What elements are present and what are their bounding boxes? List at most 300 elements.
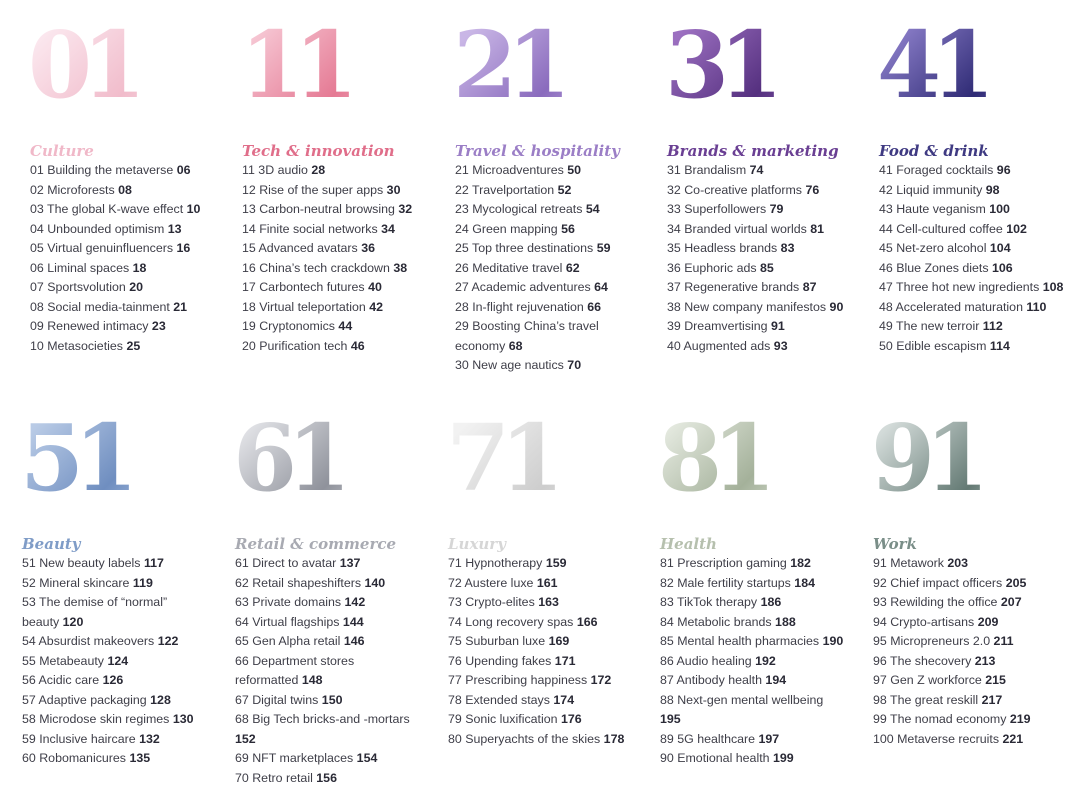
section-beauty: [20, 404, 197, 769]
page-number: 81: [810, 221, 825, 236]
page-number: 44: [338, 319, 353, 333]
trend-title: 82 Male fertility startups: [660, 575, 791, 590]
section-number: 21: [453, 22, 635, 108]
trend-item[interactable]: [448, 671, 643, 691]
trend-item[interactable]: [448, 691, 643, 711]
trend-title: 93 Rewilding the office: [873, 595, 998, 609]
trend-list: [873, 554, 1068, 749]
trend-item[interactable]: [22, 632, 197, 652]
page-number: 102: [1006, 221, 1027, 236]
trend-item[interactable]: [455, 259, 635, 279]
trend-title: 81 Prescription gaming: [660, 556, 787, 570]
section-brands: [665, 11, 852, 356]
trend-item[interactable]: [30, 298, 220, 318]
trend-item[interactable]: [667, 317, 852, 337]
category-title: Luxury: [448, 535, 506, 553]
trend-item[interactable]: [235, 554, 420, 574]
page-number: 197: [758, 731, 780, 746]
page-number: 195: [660, 712, 681, 726]
trend-title: 55 Metabeauty: [22, 653, 104, 668]
trend-title: 54 Absurdist makeovers: [22, 634, 155, 648]
trend-title: 25 Top three destinations: [455, 241, 594, 255]
page-number: 209: [977, 614, 999, 629]
section-travel: [453, 11, 635, 376]
page-number: 40: [368, 280, 382, 294]
trend-item[interactable]: [455, 161, 635, 181]
section-number: 61: [233, 415, 420, 501]
trend-title: 04 Unbounded optimism: [30, 221, 165, 236]
page-number: 205: [1005, 575, 1027, 590]
page-number: 74: [749, 163, 764, 177]
trend-item[interactable]: [242, 239, 432, 259]
trend-title: 29 Boosting China’s travel economy: [455, 319, 599, 353]
page-number: 152: [235, 731, 256, 746]
trend-title: 59 Inclusive haircare: [22, 731, 136, 746]
trend-item[interactable]: [242, 259, 432, 279]
trend-title: 05 Virtual genuinfluencers: [30, 241, 174, 255]
page-number: 192: [755, 653, 776, 668]
trend-item[interactable]: [667, 259, 852, 279]
page-number: 114: [989, 338, 1010, 353]
section-number: 71: [446, 415, 643, 501]
page-number: 42: [369, 299, 384, 314]
page-number: 93: [773, 338, 788, 353]
trend-title: 47 Three hot new ingredients: [879, 280, 1040, 294]
trend-item[interactable]: [448, 613, 643, 633]
trend-title: 02 Microforests: [30, 182, 115, 197]
trend-title: 88 Next-gen mental wellbeing: [660, 692, 824, 707]
page-number: 203: [947, 556, 969, 570]
trend-title: 08 Social media-tainment: [30, 299, 170, 314]
trend-list: [22, 554, 197, 769]
trend-title: 72 Austere luxe: [448, 575, 534, 590]
trend-title: 85 Mental health pharmacies: [660, 634, 820, 648]
trend-title: 26 Meditative travel: [455, 260, 563, 275]
page-number: 108: [1042, 280, 1064, 294]
page-number: 146: [343, 634, 365, 648]
page-number: 207: [1000, 595, 1022, 609]
page-number: 16: [176, 241, 191, 255]
page-number: 150: [321, 692, 343, 707]
page-number: 188: [775, 614, 796, 629]
trend-item[interactable]: [879, 298, 1074, 318]
category-title: Food & drink: [879, 142, 989, 160]
trend-item[interactable]: [667, 220, 852, 240]
trend-item[interactable]: [235, 769, 420, 789]
trend-item[interactable]: [873, 554, 1068, 574]
trend-title: 31 Brandalism: [667, 163, 747, 177]
trend-title: 11 3D audio: [242, 163, 308, 177]
trend-item[interactable]: [30, 278, 220, 298]
trend-title: 43 Haute veganism: [879, 202, 986, 216]
trend-item[interactable]: [660, 652, 830, 672]
trend-title: 12 Rise of the super apps: [242, 182, 384, 197]
trend-list: [667, 161, 852, 356]
page-number: 21: [173, 299, 188, 314]
trend-item[interactable]: [873, 710, 1068, 730]
trend-title: 38 New company manifestos: [667, 299, 827, 314]
page-number: 124: [107, 653, 129, 668]
page-number: 87: [802, 280, 817, 294]
trend-item[interactable]: [448, 593, 643, 613]
trend-item[interactable]: [667, 239, 852, 259]
trend-item[interactable]: [235, 632, 420, 652]
trend-item[interactable]: [235, 710, 420, 749]
page-number: 174: [553, 692, 575, 707]
trend-title: 18 Virtual teleportation: [242, 299, 366, 314]
trend-item[interactable]: [242, 337, 432, 357]
trend-item[interactable]: [22, 652, 197, 672]
trend-item[interactable]: [660, 632, 844, 652]
page-number: 106: [991, 260, 1013, 275]
page-number: 117: [143, 556, 164, 570]
trend-title: 95 Micropreneurs 2.0: [873, 634, 991, 648]
trend-title: 06 Liminal spaces: [30, 260, 130, 275]
trend-title: 28 In-flight rejuvenation: [455, 299, 584, 314]
trend-item[interactable]: [242, 317, 432, 337]
trend-title: 100 Metaverse recruits: [873, 731, 1000, 746]
page-number: 100: [989, 202, 1010, 216]
page-number: 194: [765, 673, 787, 687]
trend-title: 48 Accelerated maturation: [879, 299, 1023, 314]
section-number: 41: [877, 22, 1074, 108]
trend-item[interactable]: [448, 652, 643, 672]
trend-title: 74 Long recovery spas: [448, 614, 574, 629]
page-number: 171: [554, 653, 576, 668]
trend-item[interactable]: [30, 200, 220, 220]
trend-list: [660, 554, 844, 769]
trend-item[interactable]: [873, 652, 1068, 672]
trend-title: 86 Audio healing: [660, 653, 752, 668]
section-work: [871, 404, 1068, 749]
section-number: 01: [28, 22, 220, 108]
trend-item[interactable]: [873, 671, 1068, 691]
trend-item[interactable]: [242, 181, 432, 201]
trend-title: 67 Digital twins: [235, 692, 319, 707]
trend-item[interactable]: [455, 220, 635, 240]
trend-item[interactable]: [667, 278, 852, 298]
trend-item[interactable]: [235, 613, 420, 633]
trend-title: 78 Extended stays: [448, 692, 550, 707]
trend-title: 90 Emotional health: [660, 751, 770, 765]
trend-item[interactable]: [660, 671, 830, 691]
trend-item[interactable]: [448, 632, 643, 652]
trend-title: 36 Euphoric ads: [667, 260, 757, 275]
trend-item[interactable]: [235, 652, 420, 691]
trend-title: 75 Suburban luxe: [448, 634, 546, 648]
trend-title: 96 The shecovery: [873, 653, 972, 668]
trend-title: 27 Academic adventures: [455, 280, 591, 294]
page-number: 34: [381, 221, 395, 236]
trend-item[interactable]: [660, 691, 830, 730]
trend-title: 46 Blue Zones diets: [879, 260, 989, 275]
trend-title: 07 Sportsvolution: [30, 280, 126, 294]
trend-title: 69 NFT marketplaces: [235, 751, 354, 765]
trend-title: 09 Renewed intimacy: [30, 319, 149, 333]
page-number: 38: [393, 260, 408, 275]
page-number: 156: [316, 770, 337, 785]
section-culture: [28, 11, 220, 356]
trend-item[interactable]: [873, 593, 1068, 613]
trend-title: 41 Foraged cocktails: [879, 163, 994, 177]
trend-item[interactable]: [667, 298, 852, 318]
trend-title: 57 Adaptive packaging: [22, 692, 147, 707]
page-number: 23: [151, 319, 166, 333]
section-number: 11: [240, 22, 432, 108]
page-number: 217: [981, 692, 1003, 707]
trend-item[interactable]: [879, 161, 1074, 181]
section-retail: [233, 404, 420, 788]
trend-title: 32 Co-creative platforms: [667, 182, 802, 197]
trend-title: 60 Robomanicures: [22, 751, 127, 765]
trend-item[interactable]: [455, 317, 635, 356]
page-number: 154: [356, 751, 378, 765]
trend-item[interactable]: [879, 220, 1074, 240]
page-number: 186: [760, 595, 782, 609]
page-number: 25: [126, 338, 141, 353]
page-number: 169: [548, 634, 570, 648]
trend-item[interactable]: [242, 220, 432, 240]
trend-title: 70 Retro retail: [235, 770, 313, 785]
trend-title: 89 5G healthcare: [660, 731, 756, 746]
page-number: 140: [364, 575, 386, 590]
trend-list: [235, 554, 420, 788]
section-number: 51: [20, 415, 197, 501]
page-number: 28: [311, 163, 326, 177]
page-number: 159: [545, 556, 567, 570]
category-title: Work: [873, 535, 917, 553]
section-health: [658, 404, 844, 769]
page-number: 91: [771, 319, 785, 333]
page-number: 54: [585, 202, 600, 216]
trend-item[interactable]: [455, 356, 635, 376]
trend-item[interactable]: [235, 593, 420, 613]
trend-item[interactable]: [448, 554, 643, 574]
page-number: 161: [536, 575, 558, 590]
trend-title: 19 Cryptonomics: [242, 319, 335, 333]
trend-item[interactable]: [242, 298, 432, 318]
trend-title: 94 Crypto-artisans: [873, 614, 975, 629]
page-number: 163: [538, 595, 559, 609]
trend-title: 49 The new terroir: [879, 319, 980, 333]
category-title: Travel & hospitality: [455, 142, 620, 160]
trend-title: 23 Mycological retreats: [455, 202, 583, 216]
trend-title: 87 Antibody health: [660, 673, 762, 687]
trend-title: 24 Green mapping: [455, 221, 558, 236]
trend-title: 71 Hypnotherapy: [448, 556, 543, 570]
page-number: 135: [129, 751, 151, 765]
page-number: 199: [772, 751, 794, 765]
trend-item[interactable]: [22, 554, 197, 574]
page-number: 172: [590, 673, 612, 687]
page-number: 98: [985, 182, 1000, 197]
trend-title: 97 Gen Z workforce: [873, 673, 982, 687]
trend-item[interactable]: [660, 554, 830, 574]
page-number: 213: [974, 653, 996, 668]
trend-item[interactable]: [879, 239, 1074, 259]
trend-title: 76 Upending fakes: [448, 653, 552, 668]
trend-item[interactable]: [22, 593, 197, 632]
page-number: 52: [557, 182, 572, 197]
section-number: 91: [871, 415, 1068, 501]
trend-item[interactable]: [235, 574, 420, 594]
page-number: 119: [132, 575, 153, 590]
page-number: 10: [186, 202, 201, 216]
trend-item[interactable]: [660, 730, 830, 750]
category-title: Culture: [30, 142, 94, 160]
trend-item[interactable]: [455, 278, 635, 298]
trend-item[interactable]: [455, 200, 635, 220]
category-title: Tech & innovation: [242, 142, 395, 160]
page-number: 142: [344, 595, 366, 609]
trend-item[interactable]: [30, 161, 220, 181]
trend-item[interactable]: [455, 239, 635, 259]
trend-title: 80 Superyachts of the skies: [448, 731, 601, 746]
page-number: 85: [760, 260, 774, 275]
category-title: Health: [660, 535, 717, 553]
trend-item[interactable]: [235, 749, 420, 769]
trend-title: 33 Superfollowers: [667, 202, 767, 216]
trend-item[interactable]: [242, 200, 432, 220]
page-number: 219: [1009, 712, 1031, 726]
page-number: 62: [565, 260, 580, 275]
trend-item[interactable]: [22, 574, 197, 594]
trend-title: 98 The great reskill: [873, 692, 979, 707]
page-number: 68: [508, 338, 523, 353]
trend-item[interactable]: [879, 259, 1074, 279]
trend-item[interactable]: [22, 749, 197, 769]
trend-item[interactable]: [873, 613, 1068, 633]
page-number: 112: [982, 319, 1003, 333]
page-number: 56: [561, 221, 575, 236]
page-number: 211: [993, 634, 1014, 648]
page-number: 110: [1026, 299, 1047, 314]
trend-list: [30, 161, 220, 356]
trend-item[interactable]: [879, 278, 1074, 298]
trend-item[interactable]: [30, 220, 220, 240]
trend-item[interactable]: [30, 337, 220, 357]
trend-item[interactable]: [30, 181, 220, 201]
page-number: 221: [1002, 731, 1024, 746]
page-number: 176: [560, 712, 582, 726]
trend-item[interactable]: [667, 161, 852, 181]
page-number: 20: [129, 280, 143, 294]
trend-item[interactable]: [22, 710, 197, 730]
trend-title: 44 Cell-cultured coffee: [879, 221, 1003, 236]
trend-item[interactable]: [235, 691, 420, 711]
trend-item[interactable]: [30, 259, 220, 279]
trend-item[interactable]: [242, 278, 432, 298]
trend-title: 15 Advanced avatars: [242, 241, 358, 255]
trend-item[interactable]: [667, 181, 852, 201]
trend-item[interactable]: [242, 161, 432, 181]
trend-item[interactable]: [30, 239, 220, 259]
page-number: 132: [139, 731, 160, 746]
trend-title: 42 Liquid immunity: [879, 182, 983, 197]
trend-title: 91 Metawork: [873, 556, 944, 570]
trend-item[interactable]: [873, 691, 1068, 711]
trend-list: [448, 554, 643, 749]
trend-title: 64 Virtual flagships: [235, 614, 340, 629]
page-number: 32: [398, 202, 413, 216]
trend-item[interactable]: [22, 671, 197, 691]
page-number: 215: [985, 673, 1006, 687]
trend-title: 20 Purification tech: [242, 338, 348, 353]
category-title: Beauty: [22, 535, 81, 553]
trend-title: 51 New beauty labels: [22, 556, 141, 570]
trend-item[interactable]: [448, 710, 643, 730]
trend-title: 68 Big Tech bricks-and -mortars: [235, 712, 410, 726]
trend-title: 73 Crypto-elites: [448, 595, 535, 609]
trend-item[interactable]: [879, 337, 1074, 357]
page-number: 120: [62, 614, 84, 629]
page-number: 06: [176, 163, 191, 177]
page-number: 64: [594, 280, 608, 294]
page-number: 178: [603, 731, 625, 746]
trend-title: 52 Mineral skincare: [22, 575, 130, 590]
trend-item[interactable]: [22, 730, 197, 750]
page-number: 30: [386, 182, 401, 197]
trend-title: 92 Chief impact officers: [873, 575, 1003, 590]
trend-item[interactable]: [660, 613, 830, 633]
trend-title: 34 Branded virtual worlds: [667, 221, 807, 236]
trend-title: 03 The global K-wave effect: [30, 202, 184, 216]
trend-item[interactable]: [873, 632, 1068, 652]
trend-item[interactable]: [879, 317, 1074, 337]
trend-item[interactable]: [660, 574, 830, 594]
trend-item[interactable]: [30, 317, 220, 337]
trend-item[interactable]: [455, 298, 635, 318]
section-food: [877, 11, 1074, 356]
page-number: 83: [780, 241, 795, 255]
trend-item[interactable]: [879, 200, 1074, 220]
trend-title: 10 Metasocieties: [30, 338, 123, 353]
category-title: Retail & commerce: [235, 535, 397, 553]
trend-item[interactable]: [660, 593, 830, 613]
trend-item[interactable]: [879, 181, 1074, 201]
trend-item[interactable]: [873, 574, 1068, 594]
trend-list: [455, 161, 635, 376]
trend-title: 62 Retail shapeshifters: [235, 575, 362, 590]
trend-item[interactable]: [455, 181, 635, 201]
section-tech: [240, 11, 432, 356]
trend-title: 53 The demise of “normal” beauty: [22, 595, 168, 629]
trend-title: 61 Direct to avatar: [235, 556, 337, 570]
page-number: 166: [576, 614, 598, 629]
page-number: 148: [301, 673, 323, 687]
page-number: 50: [567, 163, 582, 177]
trend-list: [879, 161, 1074, 356]
trend-item[interactable]: [667, 200, 852, 220]
page-number: 184: [794, 575, 815, 590]
page-number: 190: [822, 634, 844, 648]
trend-item[interactable]: [22, 691, 197, 711]
page-number: 182: [790, 556, 811, 570]
trend-item[interactable]: [448, 730, 643, 750]
trend-item[interactable]: [660, 749, 830, 769]
trend-title: 45 Net-zero alcohol: [879, 241, 987, 255]
page-number: 36: [361, 241, 375, 255]
trend-title: 17 Carbontech futures: [242, 280, 365, 294]
trend-item[interactable]: [667, 337, 852, 357]
trend-title: 21 Microadventures: [455, 163, 564, 177]
trend-item[interactable]: [448, 574, 643, 594]
trend-title: 77 Prescribing happiness: [448, 673, 588, 687]
trend-item[interactable]: [873, 730, 1068, 750]
trend-title: 50 Edible escapism: [879, 338, 987, 353]
page-number: 137: [339, 556, 361, 570]
trend-title: 22 Travelportation: [455, 182, 555, 197]
